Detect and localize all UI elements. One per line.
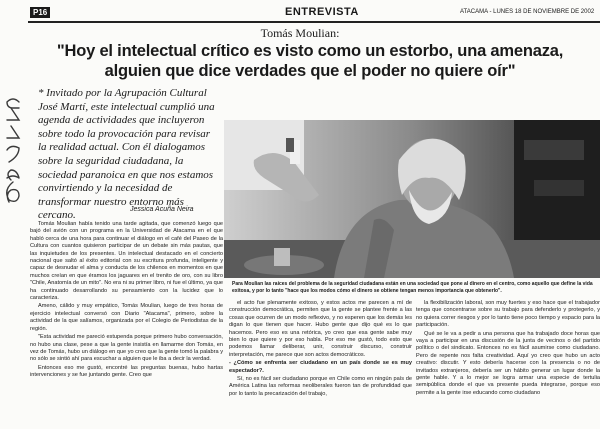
photo-caption: Para Moulian las raíces del problema de la seguridad ciudadana están en una sociedad que pone al dinero en el centro, como aquello que define la vida exitosa, y por lo tanto "hace que los modos cómo el dinero se obtiene tengan menos importancia que obtenerlo". bbox=[232, 281, 593, 294]
paragraph: Qué se le va a pedir a una persona que ha trabajado doce horas que vaya a participar en una discusión de la junta de vecinos o del partido político o del sindicato. Entonces no es fácil asumirse como ciudadano. Pero de repente nos falta creatividad. Aquí yo creo que hubo un acto creativo: discutir. Y esto debería hacerse con la presencia o no de invitados extranjeros, debería ser un hábito generar un lugar donde la gente hable. Y a lo mejor se logra armar una especie de tertulia semipública donde el que va presente pueda integrarse, porque eso permite a la gente irse educando como ciudadano bbox=[416, 330, 600, 396]
paragraph: la flexibilización laboral, son muy fuertes y eso hace que el trabajador tenga que concentrarse sobre su trabajo para defenderlo y protegerlo, y no quiera correr riesgos y por lo tanto tiene poco tiempo y espacio para la participación. bbox=[416, 300, 600, 329]
header-rule bbox=[28, 21, 600, 23]
section-title: ENTREVISTA bbox=[285, 6, 359, 18]
article-column-1 bbox=[30, 221, 223, 381]
interviewee-name: Tomás Moulian: bbox=[260, 26, 340, 40]
paragraph: Entonces eso me gustó, encontré las preguntas buenas, hubo hartas intervenciones y se fue juntando gente. Creo que bbox=[30, 364, 223, 379]
byline: Jessica Acuña Neira bbox=[130, 206, 194, 213]
article-column-2 bbox=[229, 300, 412, 399]
paragraph: "Esta actividad me pareció estupenda porque primero hubo conversación, no hubo una clase, pese a que la gente insistía en llamarme don Tomás, en vez de Tomás, hubo un diálogo en que yo creo que la gente tomó la palabra y no sólo se sintió ahí para escuchar a alguien que le iba a decir la verdad. bbox=[30, 334, 223, 363]
dateline: ATACAMA - LUNES 18 DE NOVIEMBRE DE 2002 bbox=[460, 9, 595, 15]
page-number-badge: P16 bbox=[30, 7, 50, 18]
paragraph: Tomás Moulian había tenido una tarde agitada, que comenzó luego que bajó del avión con un programa en la Universidad de Atacama en el que habló cerca de una hora para continuar el diálogo en el café del Paseo de la Cultura con cuantos quisieron participar de un debate sin más pautas, que las inquietudes de los presentes. Un intelectual destacado en el concierto nacional que saltó al éxito editorial con su escritura profunda, inteligente y capaz de desnudar el alma y conducta de los chilenos en momentos en que muchos creían en que éramos los jaguares en el trenito de oro, con su libro "Chile, Anatomía de un mito". No era ni su primer libro, ni fue el último, ya que ha continuado desarrollando su pensamiento con la lucidez que lo caracteriza. bbox=[30, 221, 224, 302]
headline-line-2: alguien que dice verdades que el poder no quiere oír" bbox=[104, 62, 516, 80]
paragraph: el acto fue plenamente exitoso, y estos actos me parecen a mí de construcción democrática, permiten que la gente se plantee frente a las cosas que ocurren de un modo reflexivo, y no esperen que los demás les digan lo que tienen que hacer. Hubo gente que dijo qué es lo que hacemos. Pero eso es una retórica, yo creo que esa gente sabe muy bien lo que quiere y por eso habla. Por eso me gustó, todo esto que podemos llamar deliberar, unir, construir discurso, construir interpretación, me parece que son actos democráticos. bbox=[229, 300, 412, 358]
intro-blurb: * Invitado por la Agrupación Cultural José Martí, este intelectual cumplió una agenda de actividades que incluyeron sobre todo la provocación para revisar la realidad actual. Con él dialogamos sobre la seguridad ciudadana, la sociedad paranoica en que nos estamos convirtiendo y la necesidad de transformar nuestro entorno más cercano. bbox=[38, 87, 215, 222]
paragraph: Ameno, cálido y muy empático, Tomás Moulian, luego de tres horas de ejercicio intelectual conversó con Diario "Atacama", primero, sobre la actividad de la que salíamos, organizada por el Colegio de Periodistas de la región. bbox=[30, 303, 223, 332]
paragraph: Sí, no es fácil ser ciudadano porque en Chile como en ningún país de América Latina las reformas neoliberales fueron tan de profundidad que por lo tanto la precarización del trabajo, bbox=[229, 376, 412, 397]
interview-photo bbox=[224, 120, 600, 278]
handwritten-archive-number bbox=[3, 92, 25, 207]
interview-question: - ¿Cómo se enfrenta ser ciudadano en un país donde se es muy espectador?. bbox=[229, 360, 412, 374]
article-column-3 bbox=[416, 300, 600, 398]
headline-line-1: "Hoy el intelectual crítico es visto como un estorbo, una amenaza, bbox=[56, 42, 564, 60]
